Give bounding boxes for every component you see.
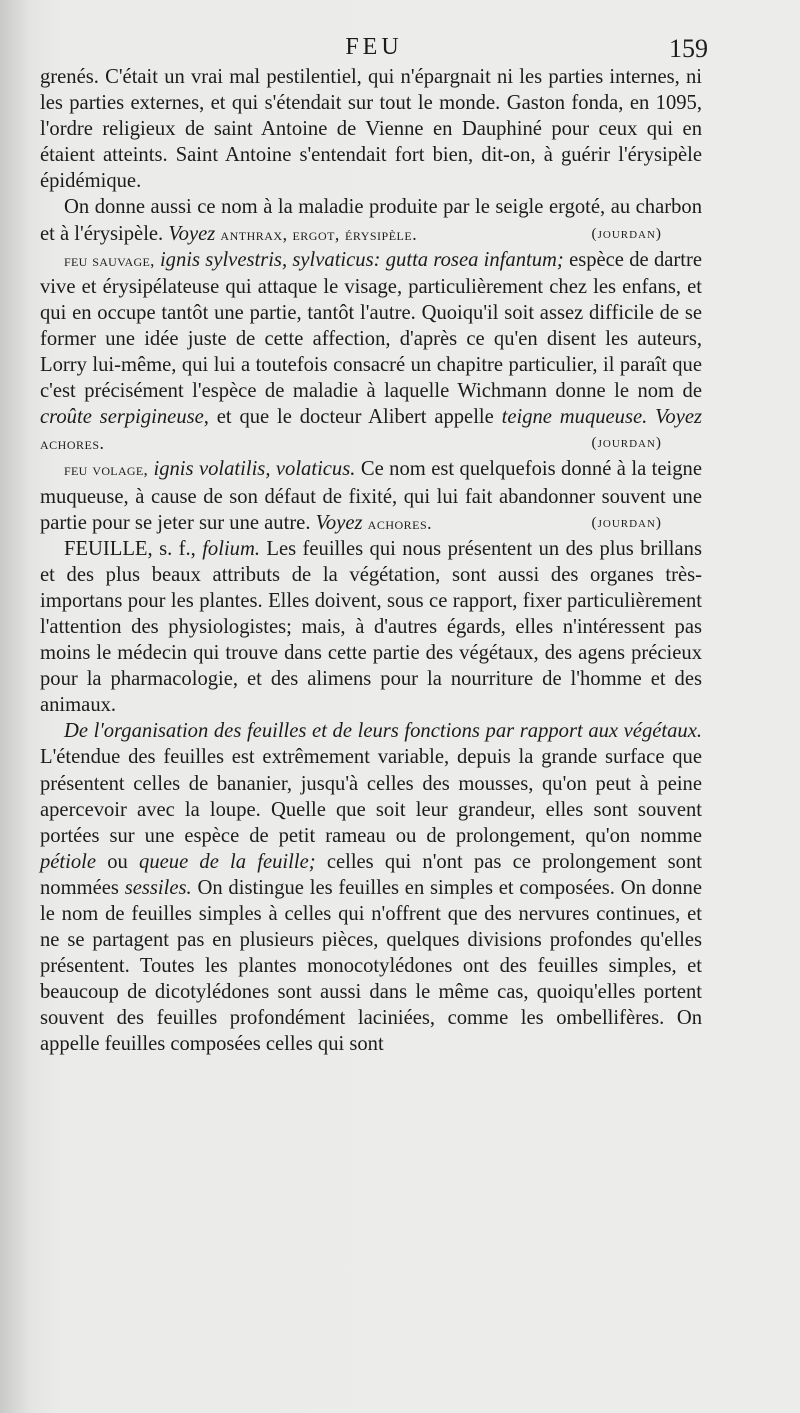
paragraph-text: On distingue les feuilles en simples et composées. On donne le nom de feuilles simples à celles qui n'offrent que des nervures continues, et ne se partagent pas en plusieurs pièces, quelques divisions profondes qu'elles présentent. Toutes les plantes monocotylédones ont des feuilles simples, et beaucoup de dicotylédones sont aussi dans le même cas, quoiqu'elles portent souvent des feuilles profondément laciniées, comme les ombellifères. On appelle feuilles composées celles qui sont bbox=[40, 876, 702, 1056]
voyez-label: Voyez bbox=[168, 222, 216, 245]
entry-text: Ce nom est quelquefois donné à la teigne muqueuse, à cause de son défaut de fixité, qui lui fait abandonner souvent une partie pour se jeter sur une autre. bbox=[40, 458, 702, 534]
latin-name: ignis sylvestris, sylvaticus: gutta rosea infantum; bbox=[159, 248, 564, 271]
page-number: 159 bbox=[669, 34, 708, 63]
cross-reference: achores. bbox=[367, 512, 433, 533]
voyez-label: Voyez bbox=[315, 511, 363, 534]
term-italic: sessiles. bbox=[124, 876, 192, 899]
paragraph-organisation bbox=[40, 718, 702, 1057]
paragraph-text: ou bbox=[107, 850, 128, 873]
cross-reference: achores. bbox=[40, 433, 105, 454]
entry-feu-sauvage bbox=[40, 247, 702, 457]
paragraph-text: celles qui n'ont pas ce prolongement sont nommées bbox=[40, 850, 702, 899]
paragraph-text: grenés. C'était un vrai mal pestilentiel, qui n'épargnait ni les parties internes, ni les parties externes, et qui s'étendait sur tout le monde. Gaston fonda, en 1095, l'ordre religieux de saint Antoine de Vienne en Dauphiné pour ceux qui en étaient atteints. Saint Antoine s'entendait fort bien, dit-on, à guérir l'érysipèle épidémique. bbox=[40, 66, 702, 193]
running-title: FEU bbox=[345, 34, 403, 60]
entry-text: Les feuilles qui nous présentent un des plus brillans et des plus beaux attributs de la végétation, sont aussi des organes très-importans pour les plantes. Elles doivent, sous ce rapport, fixer particulièrement l'attention des physiologistes; mais, à d'autres égards, elles n'intéressent pas moins le médecin qui trouve dans cette partie des végétaux, des agens précieux pour la pharmacologie, et des alimens pour la nourriture de l'homme et des animaux. bbox=[40, 537, 702, 717]
term-italic: queue de la feuille; bbox=[139, 850, 316, 873]
entry-feu-volage bbox=[40, 456, 702, 535]
grammar-label: s. f., bbox=[159, 537, 196, 560]
paragraph-text: L'étendue des feuilles est extrêmement variable, depuis la grande surface que présentent celles de bananier, jusqu'à celles des mousses, qu'on peut à peine apercevoir avec la loupe. Quelle que soit leur grandeur, elles sont souvent portées sur une espèce de petit rameau ou de prolongement, qu'on nomme bbox=[40, 746, 702, 847]
page-body bbox=[40, 64, 702, 1058]
term-italic: croûte serpigineuse bbox=[40, 406, 204, 429]
term-italic: pétiole bbox=[40, 850, 97, 873]
entry-text: , et que le docteur Alibert appelle bbox=[203, 406, 494, 429]
entry-author: (jourdan) bbox=[591, 224, 662, 242]
latin-name: ignis volatilis, volaticus. bbox=[153, 458, 356, 481]
entry-headword: feu sauvage, bbox=[64, 250, 155, 270]
latin-name: folium. bbox=[202, 537, 260, 560]
paragraph-continuation bbox=[40, 64, 702, 194]
voyez-label: Voyez bbox=[655, 406, 703, 429]
entry-headword: FEUILLE, bbox=[64, 537, 153, 560]
entry-headword: feu volage, bbox=[64, 460, 149, 480]
entry-author: (jourdan) bbox=[591, 434, 662, 452]
term-italic: teigne muqueuse. bbox=[501, 406, 648, 429]
cross-reference: érysipèle. bbox=[345, 223, 418, 244]
paragraph-ergot bbox=[40, 194, 702, 246]
paragraph-text: On donne aussi ce nom à la maladie produite par le seigle ergoté, au charbon et à l'érysipèle. bbox=[40, 196, 702, 245]
entry-author: (jourdan) bbox=[591, 513, 662, 531]
section-heading: De l'organisation des feuilles et de leurs fonctions par rapport aux végétaux. bbox=[64, 720, 702, 743]
entry-feuille bbox=[40, 536, 702, 719]
cross-reference: anthrax, ergot, bbox=[220, 223, 340, 244]
entry-text: espèce de dartre vive et érysipélateuse qui attaque le visage, particulièrement chez les enfans, et qui en occupe tantôt une partie, tantôt l'autre. Quoiqu'il soit assez difficile de se former une idée juste de cette affection, d'après ce qu'en disent les auteurs, Lorry lui-même, qui lui a toutefois consacré un chapitre particulier, il paraît que c'est précisément l'espèce de maladie à laquelle Wichmann donne le nom de bbox=[40, 248, 702, 403]
page-header bbox=[40, 34, 708, 64]
